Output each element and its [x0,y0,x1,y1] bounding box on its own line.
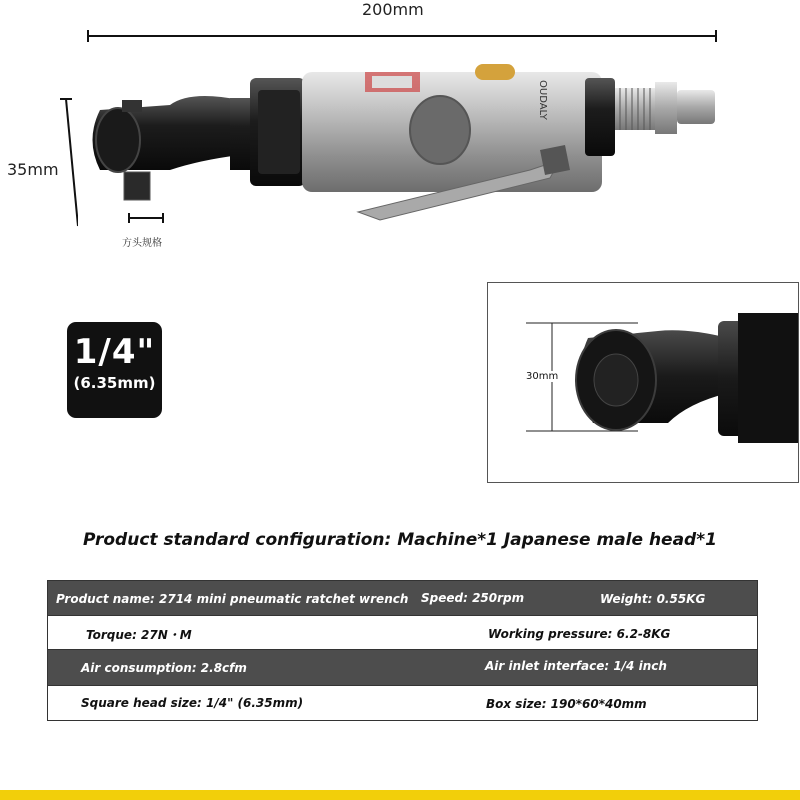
height-dimension-line [58,96,78,230]
length-dimension-line [85,28,720,44]
size-badge-main: 1/4" [73,332,156,372]
size-badge-sub: (6.35mm) [73,374,156,392]
spec-air-inlet: Air inlet interface: 1/4 inch [485,659,667,673]
length-label: 200mm [362,0,424,19]
spec-square-head-size: Square head size: 1/4" (6.35mm) [81,696,304,710]
spec-torque: Torque: 27N・M [86,628,192,642]
bottom-accent-bar [0,790,800,800]
spec-working-pressure: Working pressure: 6.2-8KG [488,627,671,641]
brand-marking: OUDALY [537,80,548,120]
square-size-badge [67,322,162,418]
spec-product-name: Product name: 2714 mini pneumatic ratchet wrench [56,592,409,606]
spec-row-3 [47,650,758,686]
spec-row-4 [47,686,758,721]
head-height-label: 30mm [526,371,559,382]
head-detail-inset [487,282,799,483]
height-label: 35mm [7,160,59,179]
spec-speed: Speed: 250rpm [421,591,525,605]
square-head-marker [127,212,167,224]
spec-air-consumption: Air consumption: 2.8cfm [81,661,247,675]
spec-row-2 [47,616,758,650]
ratchet-wrench-image [80,60,730,235]
square-head-spec-label: 方头规格 [122,238,162,249]
standard-configuration-text: Product standard configuration: Machine*1 Japanese male head*1 [83,530,717,550]
spec-row-1 [47,580,758,616]
spec-box-size: Box size: 190*60*40mm [486,697,647,711]
spec-weight: Weight: 0.55KG [600,592,706,606]
ratchet-head-closeup [488,283,799,483]
